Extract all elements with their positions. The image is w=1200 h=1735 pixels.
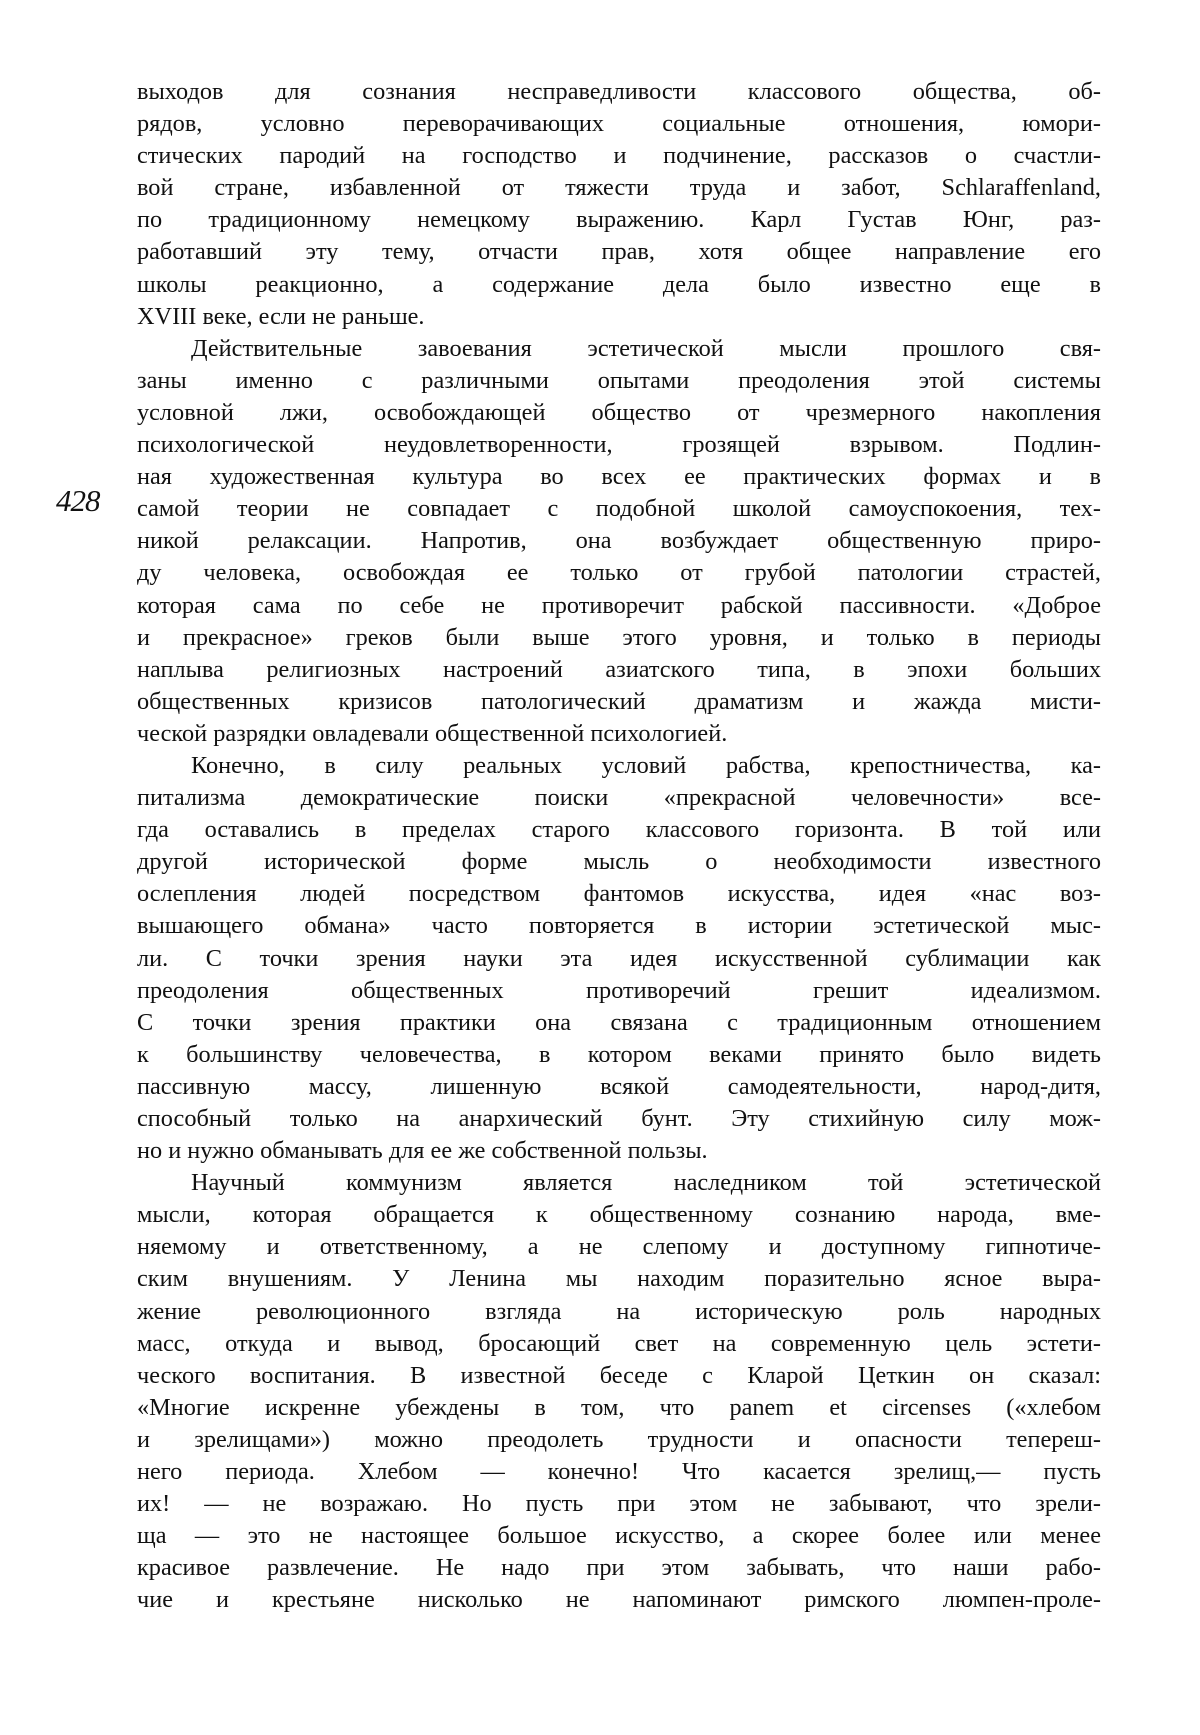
text-column [137, 76, 1101, 1617]
text-line: мысли, которая обращается к общественному сознанию народа, вме- [137, 1201, 1101, 1229]
paragraph [137, 76, 1101, 333]
text-line: ослепления людей посредством фантомов искусства, идея «нас воз- [137, 880, 1101, 908]
text-line: питализма демократические поиски «прекрасной человечности» все- [137, 784, 1101, 812]
text-line: него периода. Хлебом — конечно! Что касается зрелищ,— пусть [137, 1458, 1101, 1486]
text-line: С точки зрения практики она связана с традиционным отношением [137, 1008, 1101, 1036]
page-number: 428 [56, 483, 100, 518]
text-line: Научный коммунизм является наследником той эстетической [191, 1169, 1101, 1197]
paragraph [137, 750, 1101, 1167]
text-line: чие и крестьяне нисколько не напоминают римского люмпен-проле- [137, 1586, 1101, 1614]
text-line: и зрелищами») можно преодолеть трудности и опасности теперeш- [137, 1425, 1101, 1453]
text-line: по традиционному немецкому выражению. Карл Густав Юнг, раз- [137, 206, 1101, 234]
text-line: заны именно с различными опытами преодоления этой системы [137, 366, 1101, 394]
paragraph [137, 1167, 1101, 1616]
text-line: пассивную массу, лишенную всякой самодеятельности, народ-дитя, [137, 1072, 1101, 1100]
text-line: ли. С точки зрения науки эта идея искусственной сублимации как [137, 944, 1101, 972]
text-line: работавший эту тему, отчасти прав, хотя общее направление его [137, 238, 1101, 266]
text-line: ду человека, освобождая ее только от грубой патологии страстей, [137, 559, 1101, 587]
text-line: психологической неудовлетворенности, грозящей взрывом. Подлин- [137, 431, 1101, 459]
text-line: но и нужно обманывать для ее же собственной пользы. [137, 1137, 708, 1165]
text-line: красивое развлечение. Не надо при этом забывать, что наши рабо- [137, 1554, 1101, 1582]
text-line: Действительные завоевания эстетической мысли прошлого свя- [191, 334, 1101, 362]
text-line: вышающего обмана» часто повторяется в истории эстетической мыс- [137, 912, 1101, 940]
paragraph [137, 333, 1101, 750]
text-line: ческого воспитания. В известной беседе с Кларой Цеткин он сказал: [137, 1361, 1101, 1389]
text-line: выходов для сознания несправедливости классового общества, об- [137, 78, 1101, 105]
text-line: рядов, условно переворачивающих социальные отношения, юмори- [137, 110, 1101, 138]
text-line: другой исторической форме мысль о необходимости известного [137, 848, 1101, 876]
text-line: преодоления общественных противоречий грешит идеализмом. [137, 976, 1101, 1004]
text-line: самой теории не совпадает с подобной школой самоуспокоения, тех- [137, 495, 1101, 523]
text-line: ная художественная культура во всех ее практических формах и в [137, 463, 1101, 491]
text-line: к большинству человечества, в котором веками принято было видеть [137, 1040, 1101, 1068]
text-line: которая сама по себе не противоречит рабской пассивности. «Доброе [137, 591, 1101, 619]
text-line: наплыва религиозных настроений азиатского типа, в эпохи больших [137, 655, 1101, 683]
text-line: ским внушениям. У Ленина мы находим поразительно ясное выра- [137, 1265, 1101, 1293]
text-line: общественных кризисов патологический драматизм и жажда мисти- [137, 687, 1101, 715]
text-line: их! — не возражаю. Но пусть при этом не забывают, что зрели- [137, 1490, 1101, 1518]
text-line: школы реакционно, а содержание дела было известно еще в [137, 270, 1101, 298]
text-line: гда оставались в пределах старого классового горизонта. В той или [137, 816, 1101, 844]
text-line: «Многие искренне убеждены в том, что panem et circenses («хлебом [137, 1393, 1101, 1421]
text-line: стических пародий на господство и подчинение, рассказов о счастли- [137, 142, 1101, 170]
text-line: способный только на анархический бунт. Эту стихийную силу мож- [137, 1105, 1101, 1132]
text-line: няемому и ответственному, а не слепому и доступному гипнотиче- [137, 1233, 1101, 1261]
text-line: масс, откуда и вывод, бросающий свет на современную цель эстети- [137, 1329, 1101, 1357]
text-line: условной лжи, освобождающей общество от чрезмерного накопления [137, 398, 1101, 426]
text-line: никой релаксации. Напротив, она возбуждает общественную приро- [137, 527, 1101, 555]
text-line: ческой разрядки овладевали общественной психологией. [137, 719, 728, 747]
text-line: и прекрасное» греков были выше этого уровня, и только в периоды [137, 623, 1101, 651]
text-line: вой стране, избавленной от тяжести труда и забот, Schlaraffenland, [137, 174, 1101, 202]
text-line: XVIII веке, если не раньше. [137, 302, 425, 330]
text-line: жение революционного взгляда на историческую роль народных [137, 1297, 1101, 1325]
text-line: Конечно, в силу реальных условий рабства, крепостничества, ка- [191, 751, 1101, 779]
text-line: ща — это не настоящее большое искусство, а скорее более или менее [137, 1522, 1101, 1550]
